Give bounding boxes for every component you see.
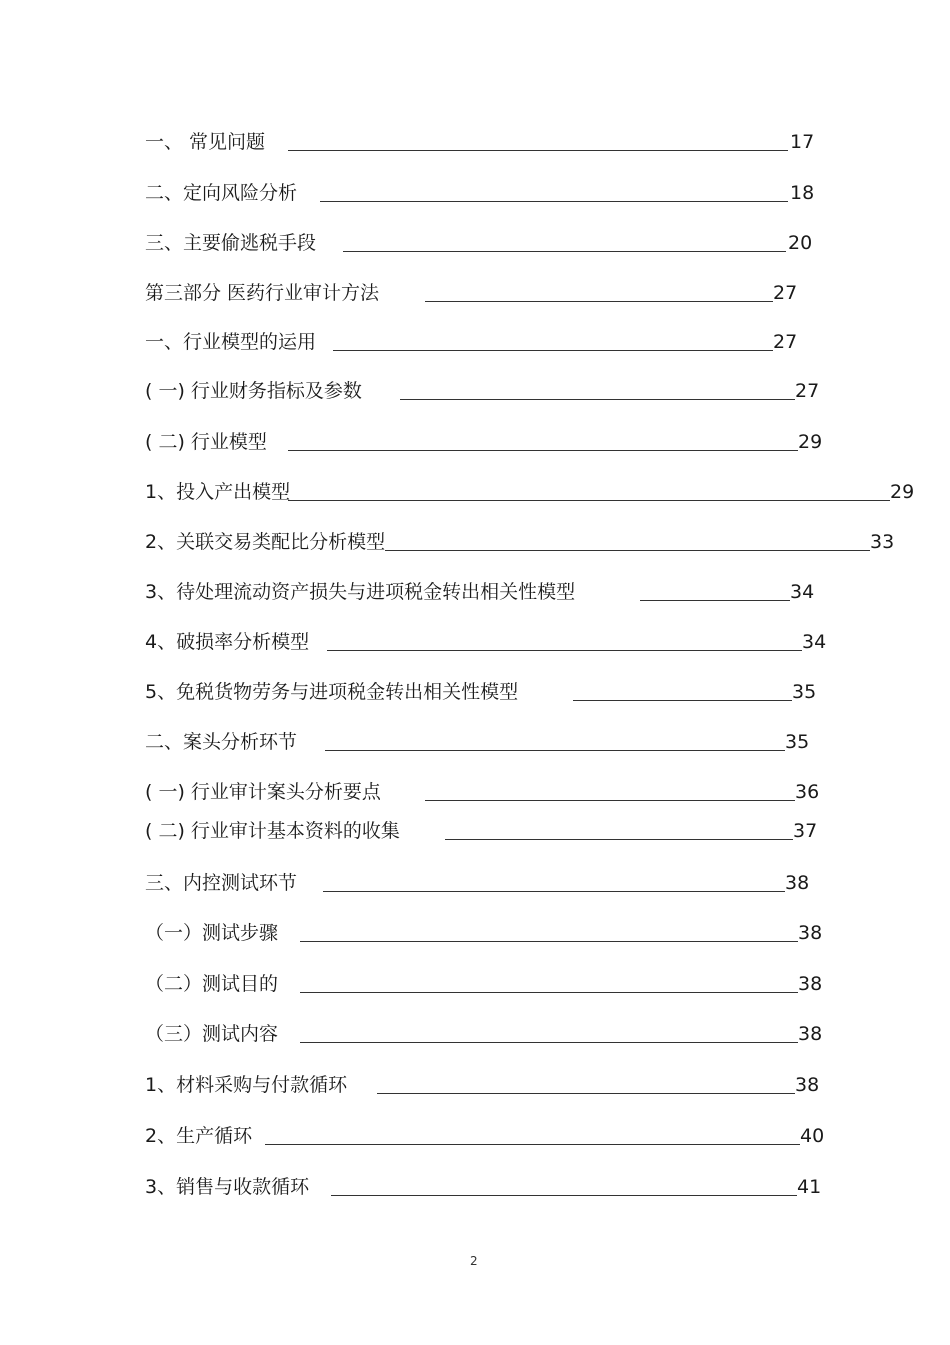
page-number: 2 xyxy=(470,1254,478,1268)
toc-entry-page: 35 xyxy=(785,731,810,753)
leader-line xyxy=(573,700,792,701)
toc-entry-label: 5、免税货物劳务与进项税金转出相关性模型 xyxy=(145,681,519,703)
toc-entry-page: 20 xyxy=(788,232,813,254)
toc-entry-label: 二、定向风险分析 xyxy=(145,182,298,204)
toc-entry-page: 29 xyxy=(890,481,915,503)
leader-line xyxy=(425,301,773,302)
toc-entry-label: 1、投入产出模型 xyxy=(145,481,291,503)
toc-entry-page: 27 xyxy=(773,282,798,304)
toc-entry-label: 一、行业模型的运用 xyxy=(145,331,317,353)
leader-line xyxy=(265,1144,800,1145)
toc-entry-label: ( 二) 行业审计基本资料的收集 xyxy=(145,820,400,842)
toc-entry-label: 第三部分 医药行业审计方法 xyxy=(145,282,380,304)
leader-line xyxy=(288,500,890,501)
leader-line xyxy=(425,800,795,801)
toc-entry-page: 40 xyxy=(800,1125,825,1147)
toc-entry-page: 34 xyxy=(802,631,827,653)
toc-entry-label: （二）测试目的 xyxy=(145,973,279,995)
toc-entry-page: 38 xyxy=(785,872,810,894)
leader-line xyxy=(320,201,788,202)
leader-line xyxy=(327,650,802,651)
toc-entry-label: 3、待处理流动资产损失与进项税金转出相关性模型 xyxy=(145,581,576,603)
toc-entry-page: 37 xyxy=(793,820,818,842)
leader-line xyxy=(445,839,793,840)
toc-entry-page: 38 xyxy=(795,1074,820,1096)
toc-entry-label: 三、内控测试环节 xyxy=(145,872,298,894)
leader-line xyxy=(343,251,786,252)
leader-line xyxy=(640,600,790,601)
leader-line xyxy=(300,941,798,942)
toc-entry-label: （一）测试步骤 xyxy=(145,922,279,944)
leader-line xyxy=(300,992,798,993)
toc-entry-label: 2、生产循环 xyxy=(145,1125,253,1147)
leader-line xyxy=(323,891,785,892)
toc-entry-page: 41 xyxy=(797,1176,822,1198)
toc-entry-label: 2、关联交易类配比分析模型 xyxy=(145,531,386,553)
leader-line xyxy=(331,1195,797,1196)
leader-line xyxy=(377,1093,795,1094)
toc-entry-label: 4、破损率分析模型 xyxy=(145,631,310,653)
toc-entry-page: 33 xyxy=(870,531,895,553)
leader-line xyxy=(400,399,795,400)
leader-line xyxy=(325,750,785,751)
toc-entry-label: ( 一) 行业财务指标及参数 xyxy=(145,380,362,402)
leader-line xyxy=(288,150,788,151)
toc-entry-page: 18 xyxy=(790,182,815,204)
leader-line xyxy=(288,450,798,451)
toc-entry-page: 38 xyxy=(798,973,823,995)
leader-line xyxy=(300,1042,798,1043)
toc-entry-label: 一、 常见问题 xyxy=(145,131,266,153)
toc-entry-page: 38 xyxy=(798,922,823,944)
toc-entry-label: ( 一) 行业审计案头分析要点 xyxy=(145,781,381,803)
leader-line xyxy=(385,550,870,551)
toc-entry-page: 36 xyxy=(795,781,820,803)
toc-entry-page: 38 xyxy=(798,1023,823,1045)
toc-entry-label: ( 二) 行业模型 xyxy=(145,431,267,453)
toc-entry-page: 29 xyxy=(798,431,823,453)
toc-entry-page: 35 xyxy=(792,681,817,703)
toc-entry-page: 27 xyxy=(795,380,820,402)
toc-entry-label: 3、销售与收款循环 xyxy=(145,1176,310,1198)
toc-entry-label: （三）测试内容 xyxy=(145,1023,279,1045)
toc-entry-page: 27 xyxy=(773,331,798,353)
toc-entry-page: 34 xyxy=(790,581,815,603)
toc-entry-page: 17 xyxy=(790,131,815,153)
toc-entry-label: 1、材料采购与付款循环 xyxy=(145,1074,348,1096)
leader-line xyxy=(333,350,773,351)
toc-entry-label: 三、主要偷逃税手段 xyxy=(145,232,317,254)
toc-entry-label: 二、案头分析环节 xyxy=(145,731,298,753)
